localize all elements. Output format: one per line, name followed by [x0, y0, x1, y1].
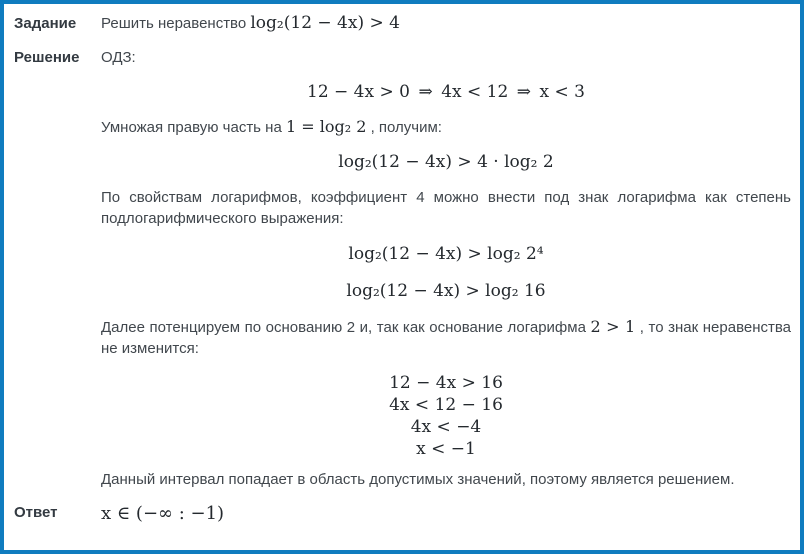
task-label: Задание: [14, 15, 77, 32]
answer-row: [14, 502, 791, 526]
equation-sixteen: log₂(12 − 4x) > log₂ 16: [346, 281, 546, 301]
solution-label: Решение: [14, 49, 80, 66]
equation-multiply: log₂(12 − 4x) > 4 · log₂ 2: [338, 152, 554, 172]
odz-heading: ОДЗ:: [101, 49, 136, 66]
paragraph-multiply-suffix: , получим:: [366, 119, 442, 136]
equation-steps-block: [101, 372, 791, 460]
paragraph-conclusion: Данный интервал попадает в область допустимых значений, поэтому является решением.: [101, 471, 735, 488]
equation-odz: 12 − 4x > 0 ⇒ 4x < 12 ⇒ x < 3: [307, 82, 585, 102]
task-math: log₂(12 − 4x) > 4: [250, 13, 400, 33]
paragraph-log-property: По свойствам логарифмов, коэффициент 4 можно внести под знак логарифма как степень подлогарифмического выражения:: [101, 189, 791, 227]
equation-step: 4x < −4: [410, 417, 482, 437]
inline-math-one-equals-log: 1 = log₂ 2: [285, 117, 367, 136]
task-text: Решить неравенство: [101, 15, 251, 32]
task-statement: [101, 13, 791, 35]
solution-content: [101, 47, 791, 490]
equation-power: log₂(12 − 4x) > log₂ 2⁴: [348, 244, 544, 264]
paragraph-potentiate: [101, 316, 791, 359]
paragraph-multiply-prefix: Умножая правую часть на: [101, 119, 286, 136]
answer-math: x ∈ (−∞ : −1): [101, 503, 225, 524]
inline-math-base-greater-one: 2 > 1: [590, 317, 636, 336]
equation-step: x < −1: [416, 439, 476, 459]
paragraph-potentiate-prefix: Далее потенцируем по основанию 2 и, так как основание логарифма: [101, 319, 591, 336]
paragraph-potentiate-suffix: , то знак неравенства не изменится:: [101, 319, 792, 357]
equation-step: 4x < 12 − 16: [389, 395, 503, 415]
equation-step: 12 − 4x > 16: [389, 373, 503, 393]
paragraph-multiply: [101, 116, 791, 138]
solution-row: [14, 47, 791, 490]
task-row: [14, 13, 791, 35]
answer-label: Ответ: [14, 504, 58, 521]
